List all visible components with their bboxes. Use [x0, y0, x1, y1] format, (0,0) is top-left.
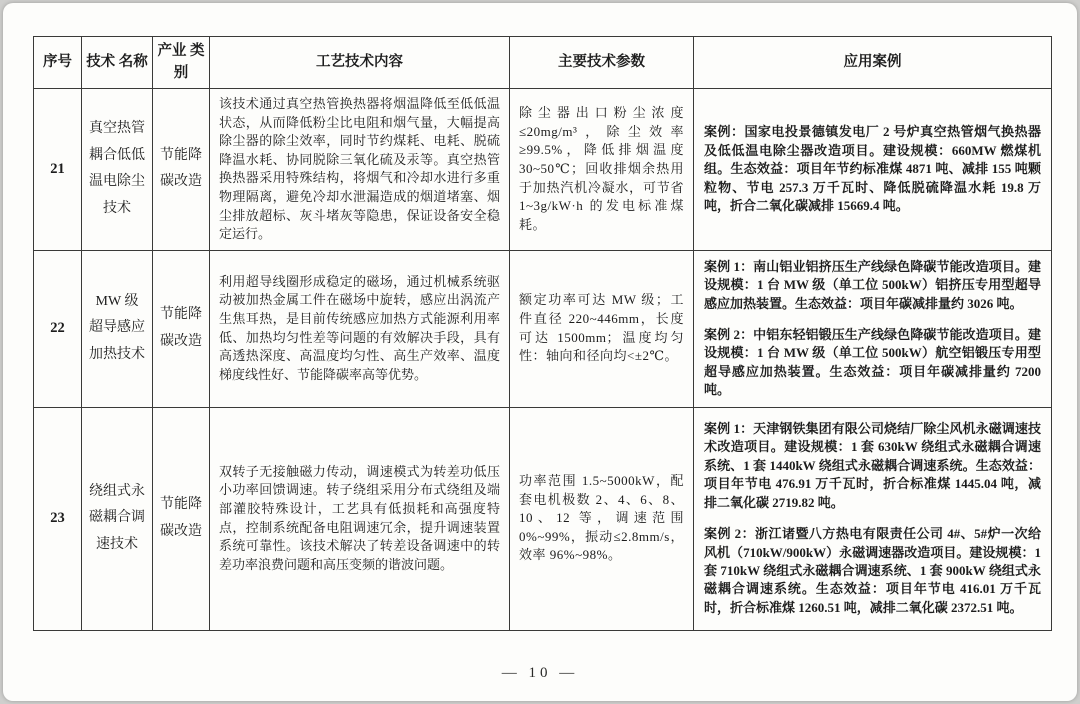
header-row	[34, 37, 1052, 89]
case-paragraph: 案例 1：天津钢铁集团有限公司烧结厂除尘风机永磁调速技术改造项目。建设规模：1 套 630kW 绕组式永磁耦合调速系统、1 套 1440kW 绕组式永磁耦合调速系统。生态效益：项目年节电 476.91 万千瓦时，折合标准煤 1445.04 吨，减排二氧化碳 2719.82 吨。	[704, 421, 1041, 510]
tech-params: 功率范围 1.5~5000kW，配套电机极数 2、4、6、8、10、12 等，调速范围 0%~99%，振动≤2.8mm/s，效率 96%~98%。	[510, 407, 694, 630]
row-index: 21	[34, 89, 82, 251]
col-header-application-cases: 应用案例	[694, 37, 1052, 89]
col-header-index: 序号	[34, 37, 82, 89]
case-paragraph: 案例 2：中铝东轻铝锻压生产线绿色降碳节能改造项目。建设规模：1 台 MW 级（单工位 500kW）航空铝锻压专用型超导感应加热装置。生态效益：项目年碳减排量约 7200 吨。	[704, 326, 1041, 398]
tech-params: 额定功率可达 MW 级；工件直径 220~446mm，长度可达 1500mm；温度均匀性：轴向和径向均<±2℃。	[510, 250, 694, 407]
tech-params: 除尘器出口粉尘浓度≤20mg/m³，除尘效率≥99.5%，降低排烟温度 30~50℃；回收排烟余热用于加热汽机冷凝水，可节省 1~3g/kW·h 的发电标准煤耗。	[510, 89, 694, 251]
table-row-23	[34, 407, 1052, 630]
row-index: 22	[34, 250, 82, 407]
case-paragraph: 案例 2：浙江诸暨八方热电有限责任公司 4#、5#炉一次给风机（710kW/900kW）永磁调速器改造项目。建设规模：1 套 710kW 绕组式永磁耦合调速系统、1 套 900kW 绕组式永磁耦合调速系统。生态效益：项目年节电 416.01 万千瓦时，折合标准煤 1260.51 吨，减排二氧化碳 2372.51 吨。	[704, 526, 1041, 615]
process-content: 双转子无接触磁力传动，调速模式为转差功低压小功率回馈调速。转子绕组采用分布式绕组及端部灌胶特殊设计，工艺具有低损耗和高强度特点，控制系统配备电阻调速冗余，提升调速装置系统可靠性。该技术解决了转差设备调速中的转差功率浪费问题和高压变频的谐波问题。	[210, 407, 510, 630]
col-header-tech-name: 技术 名称	[82, 37, 153, 89]
process-content: 该技术通过真空热管换热器将烟温降低至低低温状态，从而降低粉尘比电阻和烟气量，大幅提高除尘器的除尘效率，同时节约煤耗、电耗、脱硫降温水耗、协同脱除三氧化硫及汞等。真空热管换热器采用特殊结构，将烟气和冷却水进行多重物理隔离，避免冷却水泄漏造成的烟道堵塞、烟尘排放超标、灰斗堵灰等隐患，保证设备安全稳定运行。	[210, 89, 510, 251]
case-paragraph: 案例：国家电投景德镇发电厂 2 号炉真空热管烟气换热器及低低温电除尘器改造项目。建设规模：660MW 燃煤机组。生态效益：项目年节约标准煤 4871 吨、减排 155 吨颗粒物、节电 257.3 万千瓦时、降低脱硫降温水耗 19.8 万吨，折合二氧化碳减排 15669.4 吨。	[704, 124, 1041, 213]
col-header-tech-params: 主要技术参数	[510, 37, 694, 89]
tech-name: 真空热管耦合低低温电除尘技术	[82, 89, 153, 251]
tech-name: 绕组式永磁耦合调速技术	[82, 407, 153, 630]
case-paragraph: 案例 1：南山铝业铝挤压生产线绿色降碳节能改造项目。建设规模：1 台 MW 级（单工位 500kW）铝挤压专用型超导感应加热装置。生态效益：项目年碳减排量约 3026 吨。	[704, 258, 1041, 311]
industry-category: 节能降碳改造	[153, 407, 210, 630]
process-content: 利用超导线圈形成稳定的磁场，通过机械系统驱动被加热金属工件在磁场中旋转，感应出涡流产生焦耳热，是目前传统感应加热方式能源利用率低、加热均匀性差等问题的有效解决手段，具有高透热深度、高温度均匀性、高生产效率、温度梯度线性好、节能降碳率高等优势。	[210, 250, 510, 407]
industry-category: 节能降碳改造	[153, 250, 210, 407]
table-row-21	[34, 89, 1052, 251]
application-cases	[694, 89, 1052, 251]
row-index: 23	[34, 407, 82, 630]
table-row-22	[34, 250, 1052, 407]
tech-name: MW 级超导感应加热技术	[82, 250, 153, 407]
col-header-process-content: 工艺技术内容	[210, 37, 510, 89]
page-number: — 10 —	[501, 665, 579, 681]
document-page	[3, 3, 1077, 701]
technology-catalog-table	[33, 36, 1052, 631]
application-cases	[694, 250, 1052, 407]
application-cases	[694, 407, 1052, 630]
col-header-industry-category: 产业 类别	[153, 37, 210, 89]
industry-category: 节能降碳改造	[153, 89, 210, 251]
